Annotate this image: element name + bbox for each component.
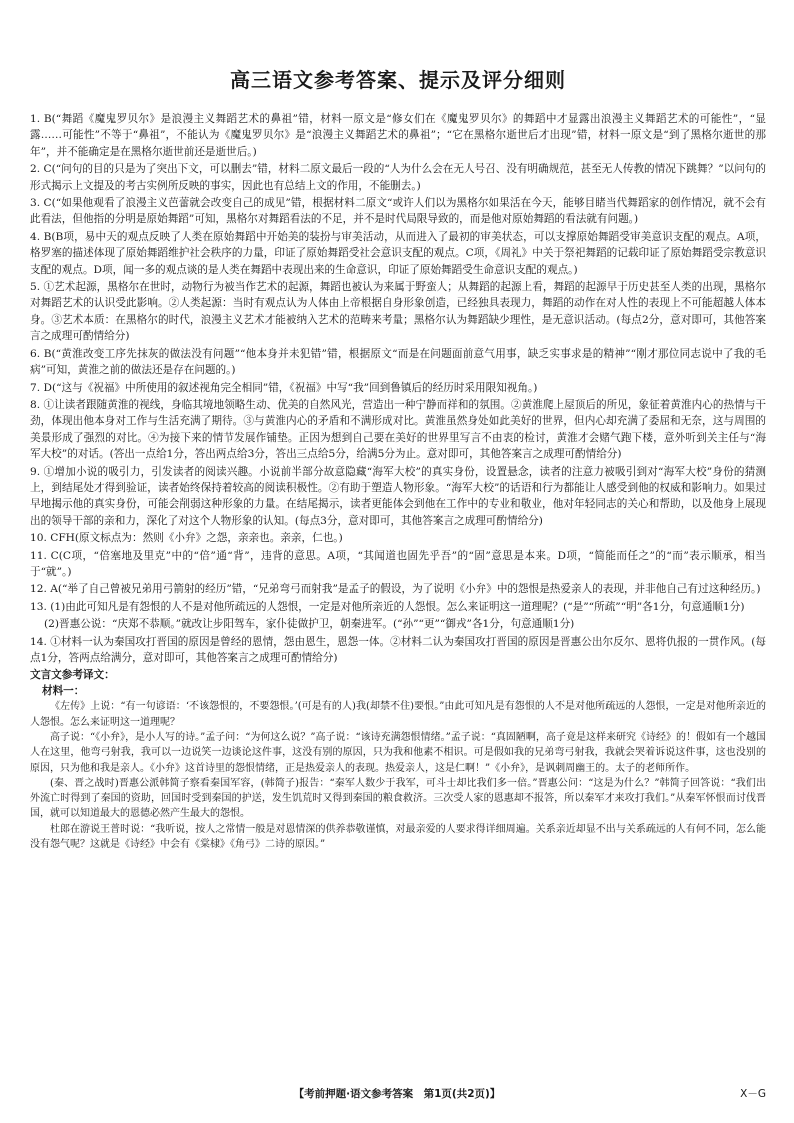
answer-item-11: 11. C(C项，“倍塞地及里克”中的“倍”通“背”，违背的意思。A项，“其闻道也固先乎吾”的“固”意思是本来。D项，“简能而任之”的“而”表示顺承，相当于“就”。) [30,549,766,578]
translation-paragraph: (秦、晋之战时)晋惠公派韩简子察看秦国军容，(韩简子)报告：“秦军人数少于我军，可斗士却比我们多一倍。”晋惠公问：“这是为什么？”韩简子回答说：“我们出外流亡时得到了秦国的资助，回国时受到秦国的护送，发生饥荒时又得到秦国的粮食救济。三次受人家的恩惠却不报答，所以秦军才来攻打我们。”从秦军怀恨而讨伐晋国，就可以知道最大的恩德必然产生最大的怨恨。 [30,777,766,820]
answer-item-5: 5. ①艺术起源，黑格尔在世时，动物行为被当作艺术的起源，舞蹈也被认为来属于野蛮人；从舞蹈的起源上看，舞蹈的起源早于历史甚至人类的出现，黑格尔对舞蹈艺术的认识受此影响。②人类起源：当时有观点认为人体由上帝根据自身形象创造，已经独具表现力，舞蹈的动作在对人性的表现上不可能超越人体本身。③艺术本质：在黑格尔的时代，浪漫主义艺术才能被纳入艺术的范畴来考量；黑格尔认为舞蹈缺少理性，是无意识活动。(每点2分，意对即可，其他答案言之成理可酌情给分) [30,281,766,343]
answer-item-13-2: (2)晋惠公说：“庆郑不恭顺。”就改让步阳驾车，家仆徒做护卫，朝秦进军。(“孙”“更”“御戎”各1分，句意通顺1分) [44,618,575,631]
answer-item-6: 6. B(“黄淮改变工序先抹灰的做法没有问题”“他本身并未犯错”错，根据原文“而是在问题面前意气用事，缺乏实事求是的精神”“刚才那位同志说中了我的毛病”可知，黄淮之前的做法还是存在问题的。) [30,347,766,377]
answer-list [30,111,766,666]
answer-item-1: 1. B(“舞蹈《魔鬼罗贝尔》是浪漫主义舞蹈艺术的鼻祖”错，材料一原文是“修女们在《魔鬼罗贝尔》的舞蹈中才显露出浪漫主义舞蹈艺术的可能性”，“显露……可能性”不等于“鼻祖”，不能认为《魔鬼罗贝尔》是“浪漫主义舞蹈艺术的鼻祖”；“它在黑格尔逝世后才出现”错，材料一原文是“到了黑格尔逝世的那年”，并不能确定是在黑格尔逝世前还是逝世后。) [30,113,766,158]
footer-page-info: 【考前押题·语文参考答案 第1页(共2页)】 [293,1088,501,1100]
material-one-heading: 材料一： [42,685,85,698]
footer-paper-code: X－G [740,1088,766,1100]
answer-item-12: 12. A(“举了自己曾被兄弟用弓箭射的经历”错，“兄弟弯弓而射我”是孟子的假设，为了说明《小弁》中的怨恨是热爱亲人的表现，并非他自己有过这种经历。) [30,583,761,596]
translation-paragraph: 高子说：“《小弁》，是小人写的诗。”孟子问：“为何这么说？”高子说：“该诗充满怨恨情绪。”孟子说：“真固陋啊，高子竟是这样来研究《诗经》的！假如有一个越国人在这里，他弯弓射我，我可以一边说笑一边谈论这件事，这没有别的原因，只为我和他素不相识。可是假如我的兄弟弯弓射我，我就会哭着诉说这件事，这也没别的原因，只为他和我是亲人。《小弁》这首诗里的怨恨情绪，正是热爱亲人的表现。热爱亲人，这是仁啊！”《小弁》，是讽刺周幽王的。太子的老师所作。 [30,732,766,774]
answer-item-13-1: 13. (1)由此可知凡是有怨恨的人不是对他所疏远的人怨恨，一定是对他所亲近的人怨恨。怎么来证明这一道理呢？(“是”“所疏”“明”各1分，句意通顺1分) [30,600,745,613]
page-title: 高三语文参考答案、提示及评分细则 [230,68,566,92]
answer-item-14: 14. ①材料一认为秦国攻打晋国的原因是曾经的恩情，怨由恩生，恩怨一体。②材料二认为秦国攻打晋国的原因是晋惠公出尔反尔、恩将仇报的一贯作风。(每点1分，答两点给满分，意对即可，其他答案言之成理可酌情给分) [30,635,766,664]
translation-section [30,667,766,852]
answer-item-8: 8. ①让读者跟随黄淮的视线，身临其境地领略生动、优美的自然风光，营造出一种宁静而祥和的氛围。②黄淮爬上屋顶后的所见，象征着黄淮内心的热情与干劲，体现出他本身对工作与生活充满了期待。③与黄淮内心的矛盾和不满形成对比。黄淮虽然身处如此美好的世界，但内心却充满了委屈和无奈，这与周围的美景形成了强烈的对比。④为接下来的情节发展作铺垫。正因为想到自己要在美好的世界里写言不由衷的检讨，黄淮才会赌气跑下楼，意外听到关主任与“海军大校”的对话。(答出一点给1分，答出两点给3分，答出三点给5分，给满5分为止。意对即可，其他答案言之成理可酌情给分) [30,398,766,461]
translation-heading: 文言文参考译文： [30,669,115,682]
answer-item-3: 3. C(“如果他观看了浪漫主义芭蕾就会改变自己的成见”错，根据材料二原文“或许人们以为黑格尔如果活在今天，能够目睹当代舞蹈家的创作情况，就不会有此看法，但他指的分明是原始舞蹈”可知，黑格尔对舞蹈看法的不足，并不是时代局限导致的，而是他对原始舞蹈的看法就有问题。) [30,197,766,226]
answer-item-7: 7. D(“这与《祝福》中所使用的叙述视角完全相同”错，《祝福》中写“我”回到鲁镇后的经历时采用限知视角。) [30,381,538,394]
page-footer [0,1086,794,1101]
translation-paragraph: 《左传》上说：“有一句谚语：‘不该怨恨的，不要怨恨。’(可是有的人)我(却禁不住)要恨。”由此可知凡是有怨恨的人不是对他所疏远的人怨恨，一定是对他所亲近的人怨恨。怎么来证明这一道理呢？ [30,701,766,728]
answer-item-4: 4. B(B项，易中天的观点反映了人类在原始舞蹈中开始美的装扮与审美活动，从而进入了最初的审美状态，可以支撑原始舞蹈受审美意识支配的观点。A项，格罗塞的描述体现了原始舞蹈维护社会秩序的力量，印证了原始舞蹈受社会意识支配的观点。C项，《周礼》中关于祭祀舞蹈的记载印证了原始舞蹈受宗教意识支配的观点。D项，闻一多的观点谈的是人类在舞蹈中表现出来的生命意识，印证了原始舞蹈受生命意识支配的观点。) [30,230,766,276]
translation-paragraph: 杜郎在游说王普时说：“我听说，按人之常情一般是对恩情深的供养恭敬谨慎，对最亲爱的人要求得详细周遍。关系亲近却显不出与关系疏远的人有何不同，怎么能没有怨气呢？这就是《诗经》中会有《棠棣》《角弓》二诗的原因。” [30,823,766,851]
answer-item-10: 10. CFH(原文标点为：然则《小弁》之怨，亲亲也。亲亲，仁也。) [30,532,343,545]
answer-item-2: 2. C(“问句的目的只是为了突出下文，可以删去”错，材料二原文最后一段的“人为什么会在无人号召、没有明确规范，甚至无人传教的情况下跳舞？”以问句的形式揭示上文提及的考古实例所反映的事实，因此也有总结上文的作用，不能删去。) [30,163,766,192]
answer-item-9: 9. ①增加小说的吸引力，引发读者的阅读兴趣。小说前半部分故意隐藏“海军大校”的真实身份，设置悬念，读者的注意力被吸引到对“海军大校”身份的猜测上，到结尾处才得到验证，读者始终保持着较高的阅读积极性。②有助于塑造人物形象。“海军大校”的话语和行为都能让人感受到他的权威和影响力。如果过早地揭示他的真实身份，可能会削弱这种形象的力量。在结尾揭示，读者更能体会到他在工作中的专业和敬业，他对年轻同志的关心和帮助，以及他身上展现出的领导干部的亲和力，深化了对这个人物形象的认知。(每点3分，意对即可，其他答案言之成理可酌情给分) [30,465,766,527]
